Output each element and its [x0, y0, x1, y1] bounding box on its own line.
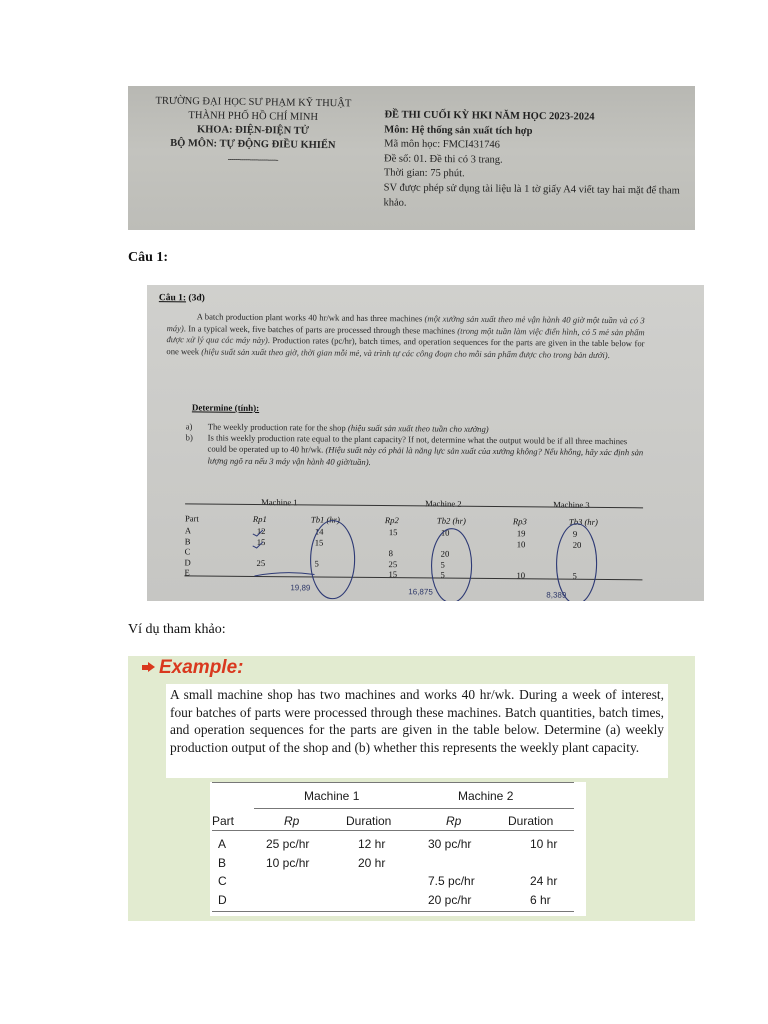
example-table — [210, 782, 586, 916]
ex-col-header-rp-m2: Rp — [446, 814, 462, 828]
table-cell: 10 — [440, 527, 450, 538]
item-b-label: b) — [185, 432, 193, 443]
example-table-header-rule — [212, 830, 574, 831]
check-mark-2 — [253, 542, 263, 548]
table-cell: 8 — [388, 548, 394, 559]
part-cell: C — [184, 546, 191, 557]
example-body: A small machine shop has two machines and works 40 hr/wk. During a week of interest, four batches of parts were processed through these machines. Batch quantities, batch times, and operation sequences for the parts are given in the table below. Determine (a) weekly production output of the shop and (b) whether this represents the weekly plant capacity. — [166, 684, 668, 778]
paragraph-segment: (trong một tuần làm việc điển hình, có 5 mẻ sản phẩm được xử lý qua các máy này) — [166, 325, 645, 346]
ex-table-cell: 12 hr — [358, 837, 386, 851]
col-header-rp2: Rp2 — [384, 515, 399, 526]
handwritten-marks — [147, 285, 704, 601]
machine1-header: Machine 1 — [261, 497, 298, 508]
exam-duration: Thời gian: 75 phút. — [383, 167, 465, 180]
item-a-segment: The weekly production rate for the shop — [207, 421, 348, 433]
table-cell: 20 — [572, 539, 582, 550]
handwritten-total-3: 8,389 — [546, 590, 567, 600]
ex-col-header-duration-m2: Duration — [508, 814, 554, 828]
underline-mark — [254, 572, 314, 576]
paragraph-segment: . — [607, 349, 610, 360]
part-cell: E — [184, 567, 190, 578]
table-cell: 5 — [314, 558, 319, 569]
circle-mark-m1 — [310, 520, 355, 598]
faculty-name: KHOA: ĐIỆN-ĐIỆN TỬ — [196, 124, 310, 137]
ex-table-cell: 25 pc/hr — [266, 837, 310, 851]
example-title-text: Example: — [159, 657, 244, 678]
arrow-bullet-icon — [142, 662, 155, 672]
table-cell: 15 — [314, 537, 324, 548]
question-points: (3đ) — [188, 293, 205, 304]
ex-table-cell: 10 hr — [530, 837, 558, 851]
university-name-line1: TRƯỜNG ĐẠI HỌC SƯ PHẠM KỸ THUẬT — [155, 95, 352, 110]
col-header-rp1: Rp1 — [252, 513, 267, 525]
table-cell: 12 — [256, 525, 266, 537]
ex-col-header-part: Part — [212, 814, 235, 828]
ex-part-cell: C — [218, 874, 227, 888]
ex-table-cell: 20 hr — [358, 855, 386, 870]
ex-table-cell: 7.5 pc/hr — [428, 874, 475, 888]
example-table-top-rule — [212, 782, 574, 783]
question-heading: Câu 1: — [128, 250, 169, 265]
university-block — [138, 94, 369, 167]
handwritten-total-2: 16,875 — [408, 587, 433, 597]
table-cell: 5 — [440, 569, 445, 580]
item-a-segment: (hiệu suất sản xuất theo tuần cho xưởng) — [347, 422, 489, 434]
exam-title: ĐỀ THI CUỐI KỲ HKI NĂM HỌC 2023-2024 — [384, 109, 595, 123]
ex-table-cell: 6 hr — [530, 892, 551, 907]
part-cell: B — [184, 535, 191, 546]
handwritten-total-1: 19,89 — [290, 583, 311, 593]
machine3-header: Machine 3 — [553, 499, 590, 510]
table-cell: 15 — [388, 527, 398, 538]
example-title — [142, 657, 243, 679]
question-photo — [147, 285, 704, 601]
circle-mark-m2 — [431, 528, 472, 601]
ex-col-header-duration-m1: Duration — [346, 814, 392, 828]
col-header-tb1: Tb1 (hr) — [310, 514, 340, 525]
department-name: BỘ MÔN: TỰ ĐỘNG ĐIỀU KHIỂN — [170, 137, 336, 152]
ex-table-cell: 24 hr — [530, 874, 558, 888]
machine2-header: Machine 2 — [425, 498, 462, 509]
determine-heading: Determine (tính): — [191, 402, 260, 413]
table-cell: 25 — [256, 557, 266, 568]
table-cell: 5 — [572, 571, 577, 582]
part-cell: D — [184, 557, 191, 568]
ex-part-cell: A — [218, 837, 227, 851]
example-heading: Ví dụ tham khảo: — [128, 622, 226, 637]
paragraph-segment: A batch production plant works 40 hr/wk and has three machines — [196, 311, 425, 324]
item-b-segment: Is this weekly production rate equal to the plant capacity? If not, determine what the output would be if all three machines could be operated up to 40 hr/wk. — [207, 432, 628, 455]
col-header-tb2: Tb2 (hr) — [436, 515, 466, 526]
table-cell: 10 — [516, 538, 526, 549]
table-cell: 25 — [388, 558, 398, 569]
check-mark-1 — [253, 530, 263, 536]
ex-table-cell: 30 pc/hr — [428, 837, 472, 851]
ex-part-cell: B — [218, 855, 227, 870]
ex-table-cell: 10 pc/hr — [266, 855, 310, 870]
table-cell: 15 — [256, 536, 266, 547]
item-b-segment: (Hiệu suất này có phải là năng lực sản xuất của xưởng không? Nếu không, hãy xác định sản lượng ngõ ra nếu 3 máy vận hành 40 giờ/tuần). — [207, 444, 644, 467]
item-a-label: a) — [185, 421, 193, 432]
paragraph-segment: (một xưởng sản xuất theo mẻ vận hành 40 giờ một tuần và có 3 máy) — [166, 313, 645, 333]
paragraph-segment: . Production rates (pc/hr), batch times, and operation sequences for the parts are given in the table below for one week — [166, 335, 645, 357]
ex-table-cell: 20 pc/hr — [428, 892, 472, 907]
circle-mark-m3 — [556, 524, 597, 601]
table-cell: 19 — [516, 528, 526, 539]
ex-machine2-header: Machine 2 — [458, 789, 514, 803]
example-photo — [128, 656, 695, 921]
col-header-rp3: Rp3 — [512, 516, 527, 527]
ex-part-cell: D — [218, 892, 227, 907]
exam-subject: Môn: Hệ thống sản xuất tích hợp — [384, 124, 533, 137]
table-cell: 14 — [314, 526, 324, 537]
part-cell: A — [184, 525, 192, 536]
col-header-part: Part — [184, 513, 199, 524]
paragraph-segment: (hiệu suất sản xuất theo giờ, thời gian mỗi mẻ, và trình tự các công đoạn cho mỗi sản phẩm được cho trong bản dưới) — [201, 346, 608, 360]
ex-col-header-rp-m1: Rp — [284, 814, 300, 828]
question-title-label: Câu 1: — [158, 293, 187, 304]
exam-info-block — [383, 108, 684, 213]
header-divider: ------------------------- — [227, 153, 278, 165]
table-cell: 15 — [388, 569, 398, 580]
university-name-line2: THÀNH PHỐ HỒ CHÍ MINH — [188, 110, 319, 123]
example-table-mid-rule — [254, 808, 574, 809]
paragraph-segment: . In a typical week, five batches of parts are processed through these machines — [183, 322, 458, 336]
exam-note: SV được phép sử dụng tài liệu là 1 tờ giấy A4 viết tay hai mặt để tham khảo. — [383, 182, 680, 209]
table-cell: 5 — [440, 559, 445, 570]
example-table-bottom-rule — [212, 911, 574, 912]
exam-number: Đề số: 01. Đề thi có 3 trang. — [383, 153, 503, 166]
table-cell: 10 — [516, 570, 526, 581]
ex-machine1-header: Machine 1 — [304, 789, 360, 803]
table-cell: 9 — [572, 528, 578, 539]
table-cell: 20 — [440, 548, 450, 559]
course-code: Mã môn học: FMCI431746 — [384, 138, 501, 151]
col-header-tb3: Tb3 (hr) — [568, 516, 598, 527]
exam-header-photo — [128, 86, 695, 230]
